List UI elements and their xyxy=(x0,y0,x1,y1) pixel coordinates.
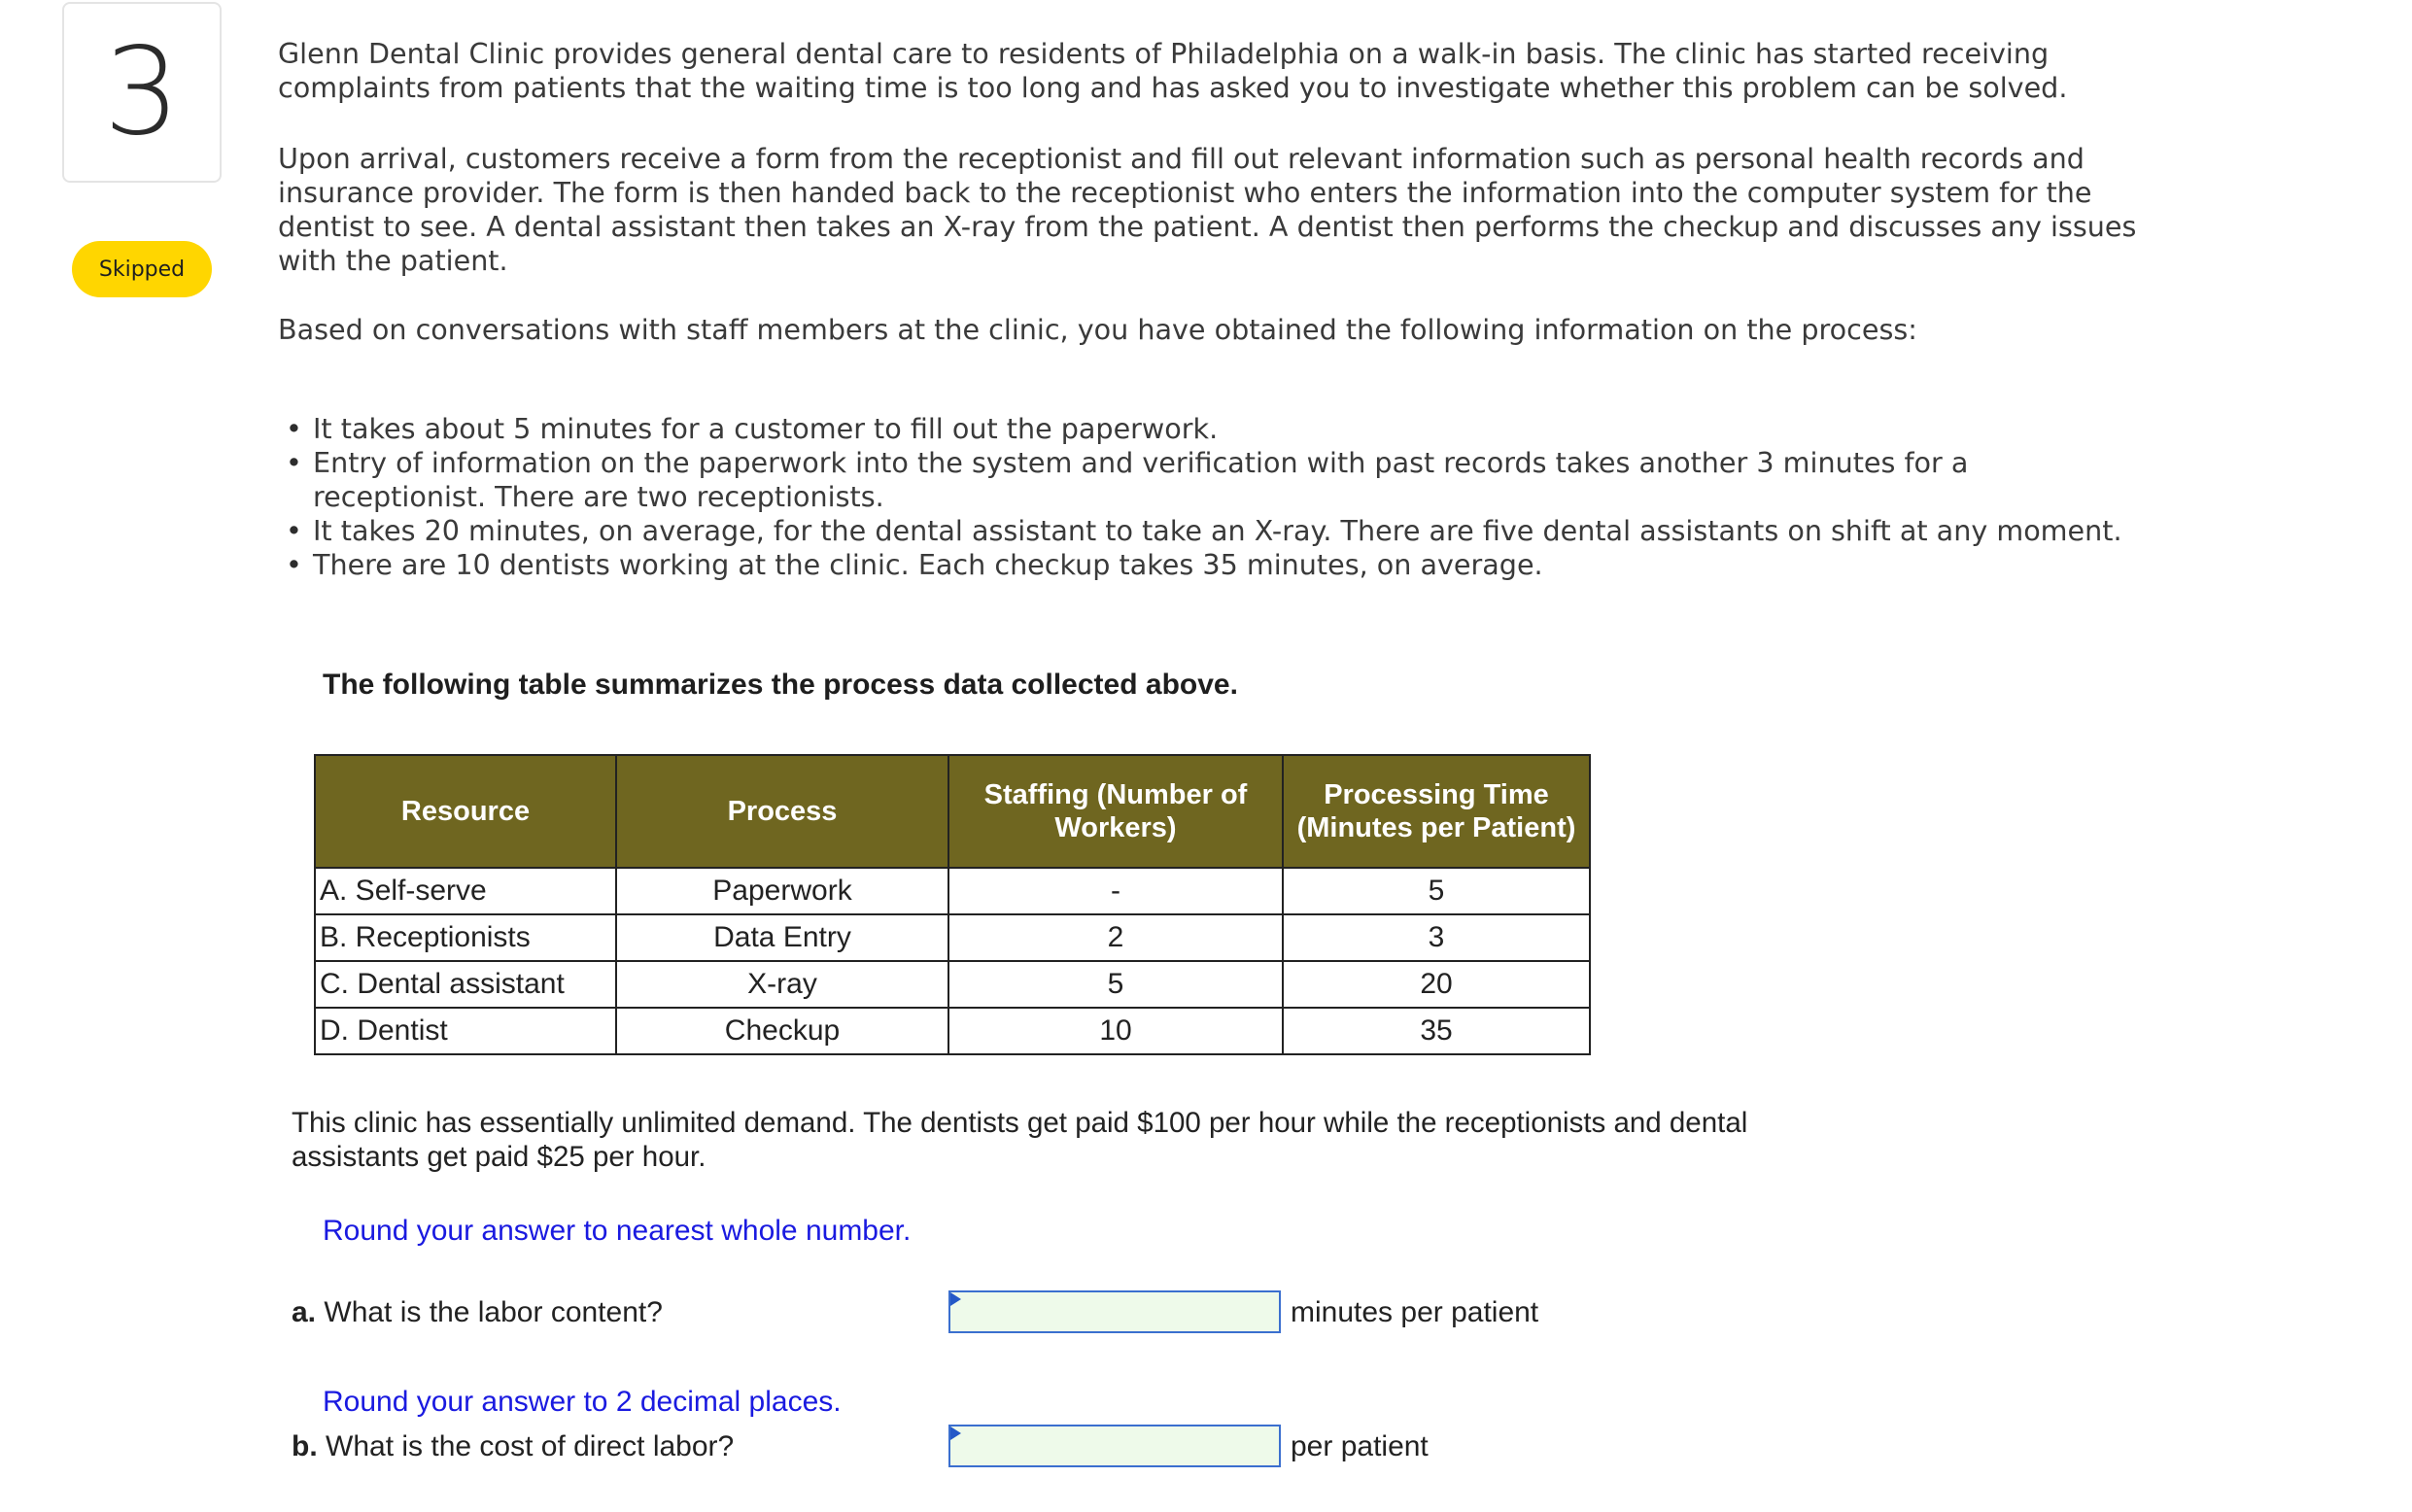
intro-paragraph-2: Upon arrival, customers receive a form from the receptionist and fill out relevant information such as personal health records and insurance provider. The form is then handed back to the receptionist who enters the information into the computer system for the dentist to see. A dental assistant then takes an X-ray from the patient. A dentist then performs the checkup and discusses any issues with the patient. xyxy=(278,142,2137,277)
table-cell: 35 xyxy=(1283,1008,1590,1054)
demand-wage-note: This clinic has essentially unlimited demand. The dentists get paid $100 per hour while the receptionists and dental assistants get paid $25 per hour. xyxy=(292,1107,1748,1173)
table-row xyxy=(315,868,1590,914)
question-a-text: What is the labor content? xyxy=(324,1296,663,1328)
table-cell: 3 xyxy=(1283,914,1590,961)
table-cell: C. Dental assistant xyxy=(315,961,616,1008)
table-row xyxy=(315,961,1590,1008)
list-item: • Entry of information on the paperwork into the system and verification with past records takes another 3 minutes for a receptionist. There are two receptionists. xyxy=(278,446,2144,514)
header-resource: Resource xyxy=(315,755,616,868)
question-b-label: b. xyxy=(292,1430,318,1462)
answer-input-a[interactable] xyxy=(948,1290,1281,1333)
list-item: • It takes about 5 minutes for a customer to fill out the paperwork. xyxy=(278,412,2144,446)
table-cell: Paperwork xyxy=(616,868,948,914)
question-number-box xyxy=(62,2,222,183)
question-a xyxy=(292,1296,663,1329)
table-cell: B. Receptionists xyxy=(315,914,616,961)
question-b-text: What is the cost of direct labor? xyxy=(326,1430,735,1462)
table-cell: - xyxy=(948,868,1283,914)
list-item: • It takes 20 minutes, on average, for the dental assistant to take an X-ray. There are five dental assistants on shift at any moment. xyxy=(278,514,2144,548)
answer-input-b[interactable] xyxy=(948,1425,1281,1467)
table-cell: 20 xyxy=(1283,961,1590,1008)
table-cell: Data Entry xyxy=(616,914,948,961)
intro-paragraph-3: Based on conversations with staff members at the clinic, you have obtained the following information on the process: xyxy=(278,313,1917,346)
question-a-label: a. xyxy=(292,1296,317,1328)
answer-b-unit: per patient xyxy=(1291,1430,1429,1462)
table-row xyxy=(315,914,1590,961)
flag-icon xyxy=(950,1426,961,1440)
intro-paragraph-1: Glenn Dental Clinic provides general dental care to residents of Philadelphia on a walk-in basis. The clinic has started receiving complaints from patients that the waiting time is too long and has asked you to investigate whether this problem can be solved. xyxy=(278,37,2068,104)
rounding-hint-a: Round your answer to nearest whole number. xyxy=(323,1215,912,1247)
table-cell: Checkup xyxy=(616,1008,948,1054)
table-cell: X-ray xyxy=(616,961,948,1008)
table-header-row xyxy=(315,755,1590,868)
process-data-table xyxy=(314,754,1591,1055)
header-staffing: Staffing (Number of Workers) xyxy=(948,755,1283,868)
answer-a-unit: minutes per patient xyxy=(1291,1296,1539,1328)
table-cell: 5 xyxy=(948,961,1283,1008)
question-number: 3 xyxy=(103,22,181,162)
status-badge: Skipped xyxy=(72,241,212,297)
list-item: • There are 10 dentists working at the clinic. Each checkup takes 35 minutes, on average. xyxy=(278,548,2144,582)
table-cell: 10 xyxy=(948,1008,1283,1054)
table-caption: The following table summarizes the process data collected above. xyxy=(323,669,1238,701)
flag-icon xyxy=(950,1292,961,1306)
table-cell: 5 xyxy=(1283,868,1590,914)
table-cell: A. Self-serve xyxy=(315,868,616,914)
header-processing-time: Processing Time (Minutes per Patient) xyxy=(1283,755,1590,868)
process-info-list xyxy=(278,412,2144,582)
question-b xyxy=(292,1430,734,1463)
rounding-hint-b: Round your answer to 2 decimal places. xyxy=(323,1386,842,1418)
header-process: Process xyxy=(616,755,948,868)
table-row xyxy=(315,1008,1590,1054)
table-cell: D. Dentist xyxy=(315,1008,616,1054)
table-cell: 2 xyxy=(948,914,1283,961)
